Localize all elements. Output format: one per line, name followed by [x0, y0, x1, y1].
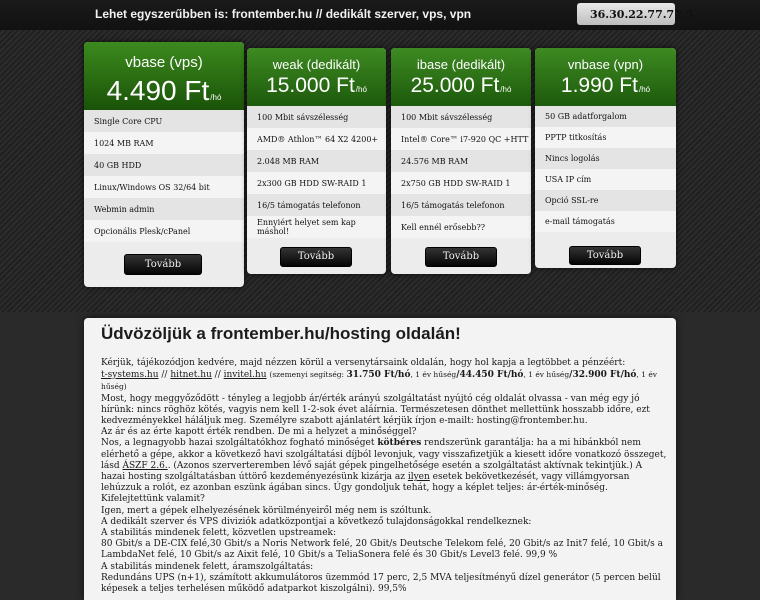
plan-header: [535, 48, 676, 106]
separator: //: [158, 370, 171, 381]
plan-feature: 2.048 MB RAM: [247, 150, 386, 172]
power-heading: A stabilitás mindenek felett, áramszolgáltatás:: [101, 561, 314, 572]
competitor-link-invitel[interactable]: invitel.hu: [223, 370, 267, 381]
plan-feature: Nincs logolás: [535, 148, 676, 169]
plan-feature: 2x750 GB HDD SW-RAID 1: [391, 172, 531, 194]
more-button-vbase[interactable]: Tovább: [124, 254, 202, 275]
plan-feature: Single Core CPU: [84, 110, 244, 132]
plan-price-unit: /hó: [355, 85, 367, 94]
plan-header: [84, 42, 244, 110]
no-commitment-paragraph: Most, hogy meggyőződött - tényleg a legjobb ár/érték arányú szolgáltatást nyújtó cég oldalát olvassa - van még egy jó hírünk: nincs röghöz kötés, vagyis nem kell 1-2-sok évet aláírnia. Természetesen dönthet mellettünk hosszabb időre, ezt kedvezményekkel háláljuk meg. Személyre szabott ajánlatért kérjük írjon e-mailt: hosting@frontember.hu.: [101, 393, 650, 427]
competitor-price: /44.450 Ft/hó: [456, 370, 524, 381]
plan-name: vbase (vps): [125, 54, 203, 71]
plan-card-vnbase: [535, 48, 676, 268]
plan-price-value: 25.000 Ft: [410, 74, 500, 97]
plan-feature: Webmin admin: [84, 198, 244, 220]
plan-price-unit: /hó: [210, 93, 222, 102]
plan-name: ibase (dedikált): [416, 57, 506, 72]
separator: //: [211, 370, 224, 381]
competitor-term: , 1 év hűség: [410, 370, 457, 380]
more-button-vnbase[interactable]: Tovább: [569, 246, 641, 265]
plan-feature: USA IP cím: [535, 169, 676, 190]
text-fragment: rendszerünk garantálja: ha a mi hibánkból nem elérhető a gépe, akkor a következő havi szolgáltatási díjból levonjuk, vagy visszafizetjük a kiesett időre vonatkozó összeget, lásd: [101, 438, 667, 471]
plan-name: vnbase (vpn): [567, 57, 644, 72]
more-button-ibase[interactable]: Tovább: [425, 247, 497, 267]
text-fragment: esetek bekövetkezését, vagy villámgyorsan lehúzzuk a rolót, ez azonban eszünk ágában sincs. Úgy gondoljuk tehát, hogy a képlet teljes: ár-érték-minőség.: [101, 472, 630, 494]
top-bar: [0, 0, 760, 30]
plan-price-unit: /hó: [638, 85, 651, 94]
plan-features: [247, 106, 386, 238]
plan-feature: 24.576 MB RAM: [391, 150, 531, 172]
content-body: [101, 358, 667, 595]
plan-price-value: 1.990 Ft: [560, 74, 638, 97]
plan-feature: 16/5 támogatás telefonon: [247, 194, 386, 216]
plan-features: [535, 106, 676, 232]
upstream-heading: A stabilitás mindenek felett, közvetlen upstreamek:: [101, 528, 337, 539]
plan-feature: 40 GB HDD: [84, 154, 244, 176]
phone-box[interactable]: [577, 3, 694, 25]
competitor-price: 31.750 Ft/hó: [346, 370, 411, 381]
plan-feature: 100 Mbit sávszélesség: [391, 106, 531, 128]
competitor-line: [101, 369, 667, 393]
text-fragment: Nos, a legnagyobb hazai szolgáltatókhoz fogható minőséget: [101, 438, 378, 449]
plan-feature: 1024 MB RAM: [84, 132, 244, 154]
plan-features: [391, 106, 531, 238]
text-fragment: . (Azonos szerverteremben lévő saját gépek pingelhetősége esetén a szolgáltatást aktívnak tekintjük.) A hazai hosting szolgáltatásban úttörő kezdeményezésünk kizárja az: [101, 460, 643, 483]
plan-price: [84, 75, 244, 107]
plan-price: [247, 74, 386, 98]
plan-card-vbase: [84, 42, 244, 287]
plan-price-value: 4.490 Ft: [106, 75, 210, 106]
plan-feature: Opcionális Plesk/cPanel: [84, 220, 244, 242]
plan-features: [84, 110, 244, 242]
phone-number: 36.30.22.77.77.5: [590, 7, 694, 21]
plan-header: [247, 48, 386, 106]
competitor-link-hitnet[interactable]: hitnet.hu: [170, 370, 212, 381]
plan-feature: Ennyiért helyet sem kap máshol!: [247, 216, 386, 238]
plan-feature: Linux/Windows OS 32/64 bit: [84, 176, 244, 198]
upstream-details: 80 Gbit/s a DE-CIX felé,30 Gbit/s a Noris Network felé, 20 Gbit/s Deutsche Telekom felé, 20 Gbit/s az Init7 felé, 10 Gbit/s a LambdaNet felé, 10 Gbit/s az Aixit felé, 10 Gbit/s a TeliaSonera felé és 30 Gbit/s Level3 felé. 99,9 %: [101, 539, 663, 561]
plan-feature: Kell ennél erősebb??: [391, 216, 531, 238]
power-details: Redundáns UPS (n+1), számított akkumulátoros üzemmód 17 perc, 2,5 MVA teljesítményű dízel generátor (5 percen belül képesek a teljes terhelésen működő adatparkot kiszolgálni). 99,5%: [101, 572, 661, 595]
datacenter-intro: A dedikált szerver és VPS diviziók adatközpontjai a következő tulajdonságokkal rendelkeznek:: [101, 516, 532, 527]
plan-card-ibase: [391, 48, 531, 274]
plan-feature: Opció SSL-re: [535, 190, 676, 211]
plan-price-unit: /hó: [500, 85, 512, 94]
plan-feature: 50 GB adatforgalom: [535, 106, 676, 127]
plan-header: [391, 48, 531, 106]
terms-link[interactable]: ÁSZF 2.6.: [122, 460, 168, 471]
text-emphasis: kötbéres: [377, 438, 422, 449]
more-button-weak[interactable]: Tovább: [280, 247, 352, 267]
plan-price: [391, 74, 531, 98]
plan-card-weak: [247, 48, 386, 274]
competitor-note: (szemenyi segítség:: [269, 370, 347, 380]
plan-name: weak (dedikált): [272, 57, 361, 72]
placement-paragraph: Igen, mert a gépek elhelyezésének körülményeiről még nem is szóltunk.: [101, 505, 432, 516]
competitor-link-tsystems[interactable]: t-systems.hu: [101, 370, 159, 381]
content-panel: [84, 318, 676, 600]
plan-feature: AMD® Athlon™ 64 X2 4200+: [247, 128, 386, 150]
example-link[interactable]: ilyen: [407, 472, 430, 483]
plan-feature: 16/5 támogatás telefonon: [391, 194, 531, 216]
plan-feature: PPTP titkosítás: [535, 127, 676, 148]
plan-price: [535, 74, 676, 98]
intro-paragraph: Kérjük, tájékozódjon kedvére, majd nézzen körül a versenytársaink oldalán, hogy hol kapja a legtöbbet a pénzéért:: [101, 358, 626, 368]
site-tagline: Lehet egyszerűbben is: frontember.hu // dedikált szerver, vps, vpn: [95, 7, 472, 21]
plan-feature: 2x300 GB HDD SW-RAID 1: [247, 172, 386, 194]
competitor-term: , 1 év hűség): [101, 370, 658, 392]
plan-feature: e-mail támogatás: [535, 211, 676, 232]
quality-question: Az ár és az érte kapott érték rendben. De mi a helyzet a minőséggel?: [101, 427, 417, 438]
plan-feature: 100 Mbit sávszélesség: [247, 106, 386, 128]
quality-paragraph: [101, 438, 667, 494]
plan-price-value: 15.000 Ft: [266, 74, 355, 97]
page-title: Üdvözöljük a frontember.hu/hosting oldalán!: [101, 324, 461, 343]
plan-feature: Intel® Core™ i7-920 QC +HTT: [391, 128, 531, 150]
forgot-question: Kifelejtettünk valamit?: [101, 494, 205, 505]
competitor-term: , 1 év hűség: [523, 370, 570, 380]
competitor-price: /32.900 Ft/hó: [569, 370, 637, 381]
